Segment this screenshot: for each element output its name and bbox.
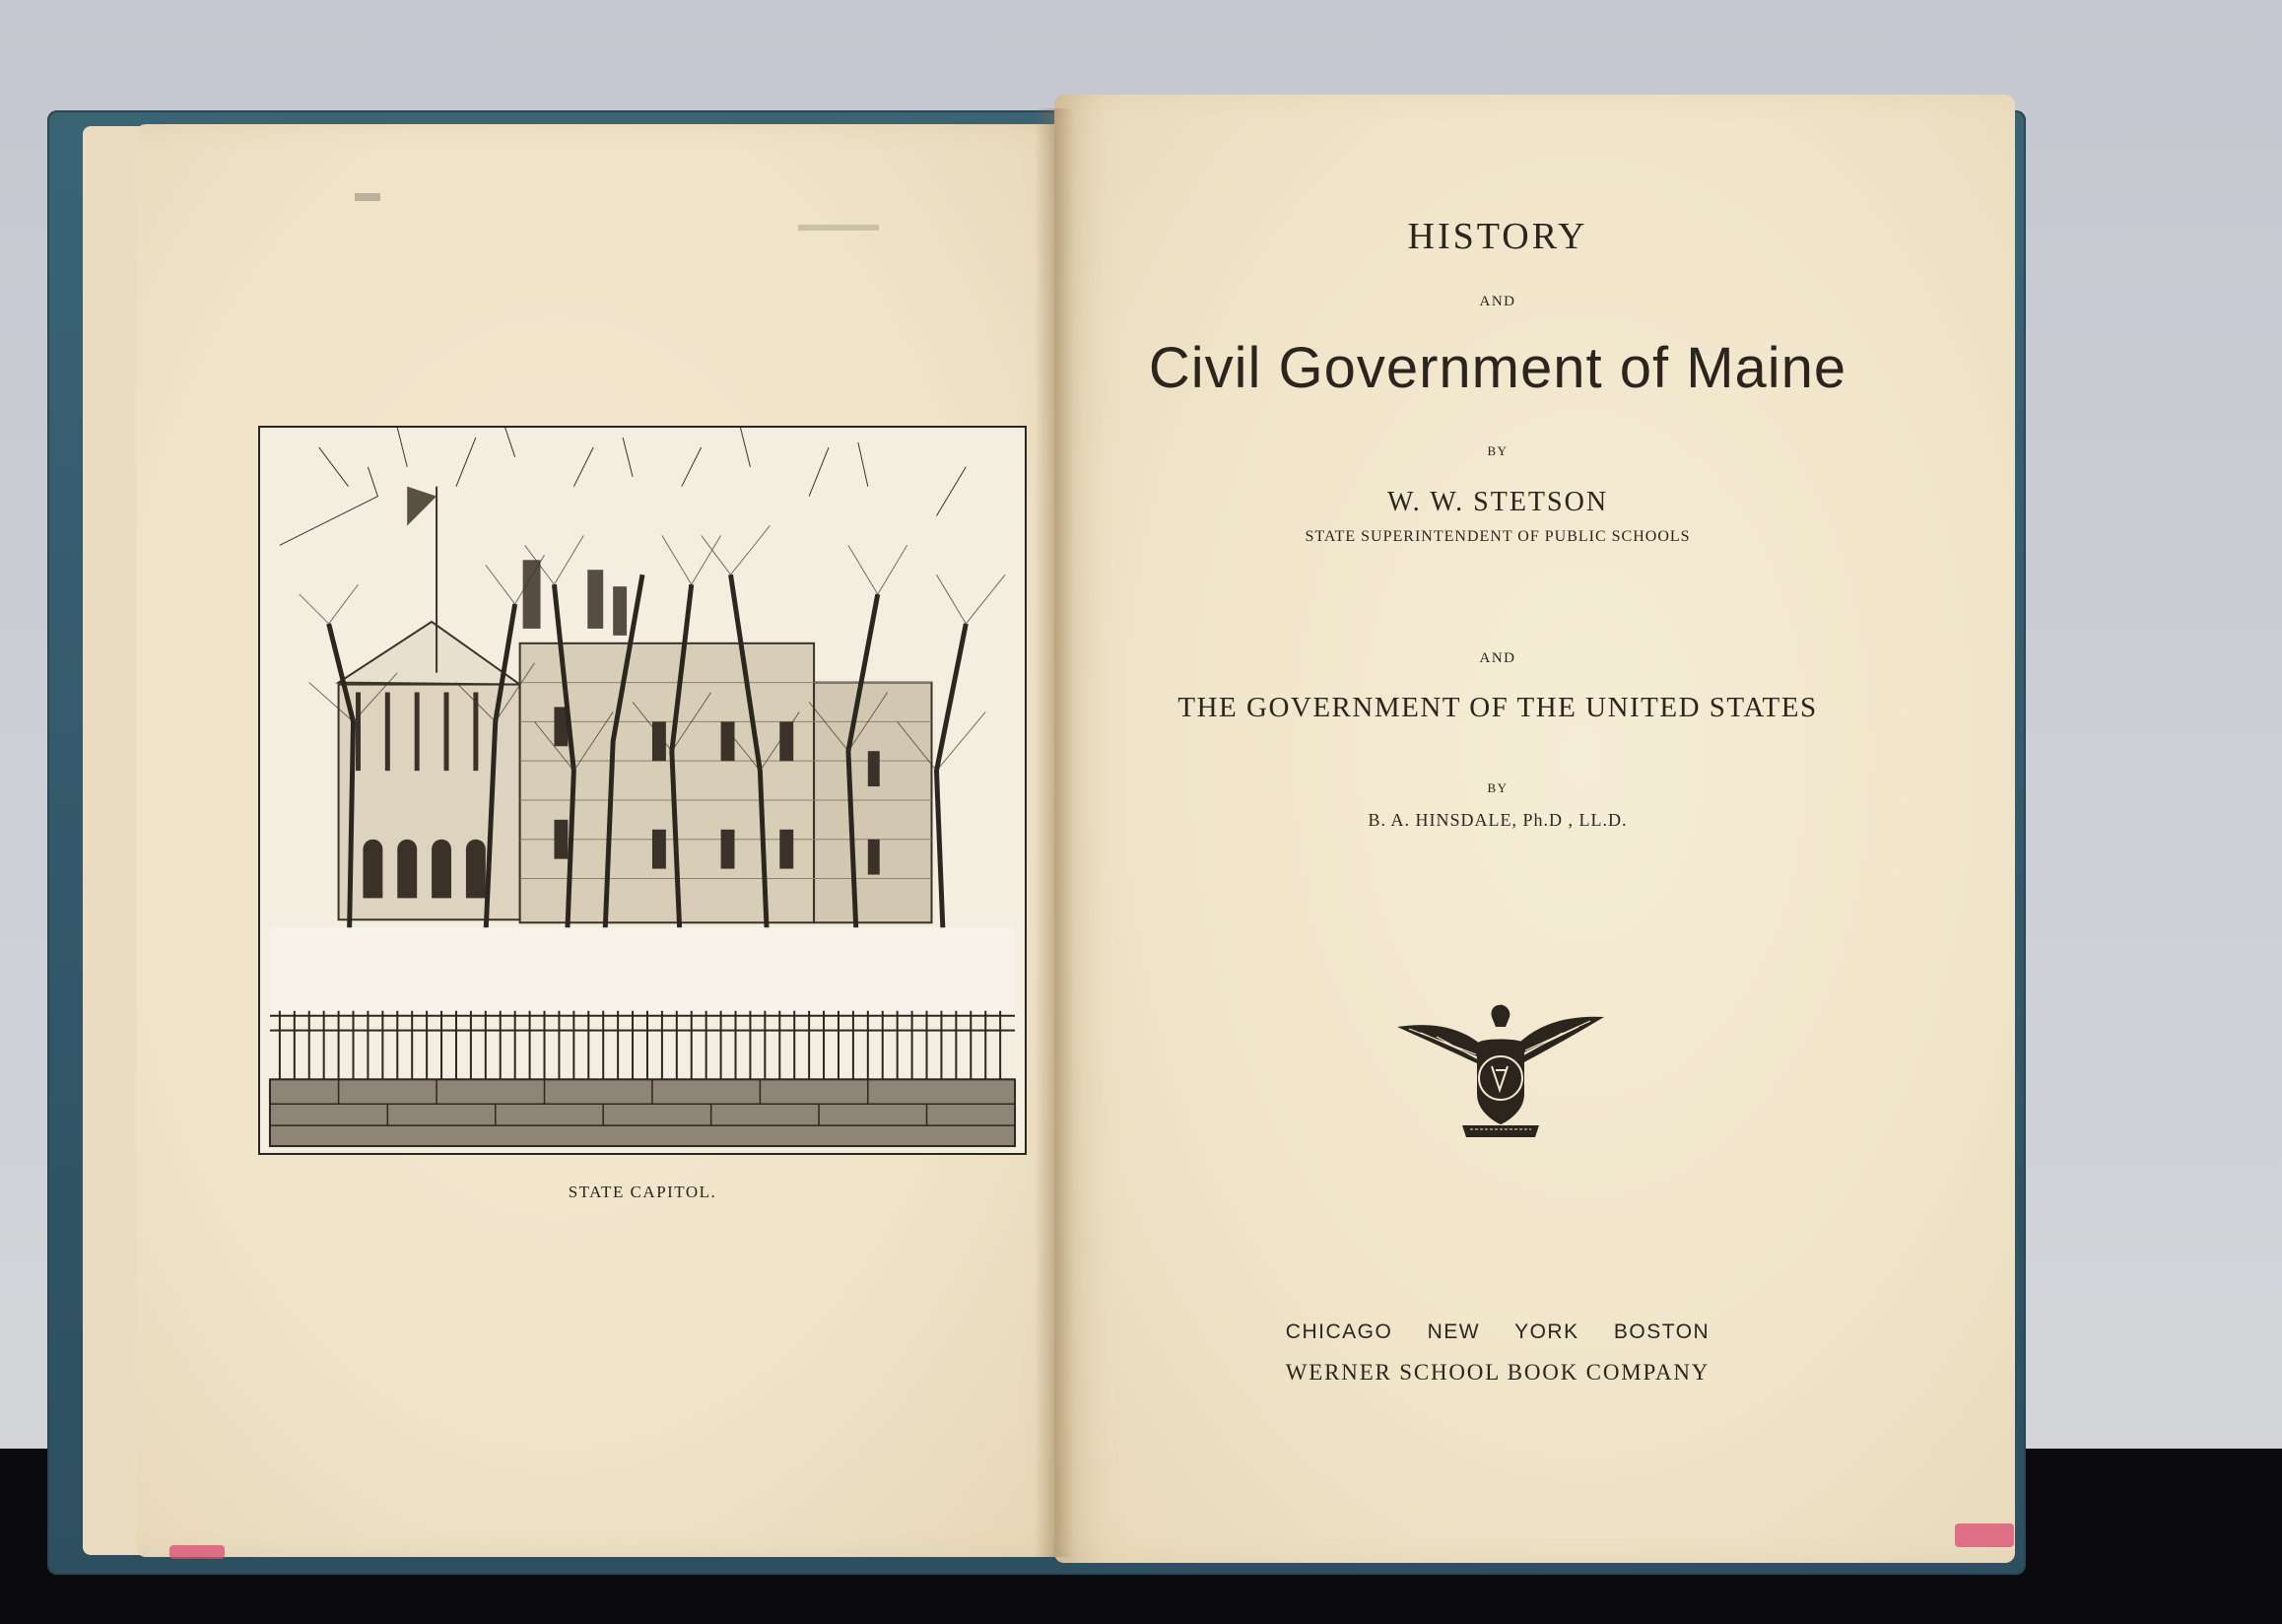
page-stain bbox=[169, 1545, 225, 1559]
state-capitol-illustration bbox=[258, 426, 1027, 1155]
imprint-cities: CHICAGO NEW YORK BOSTON bbox=[1285, 1320, 1711, 1343]
page-smudge bbox=[355, 193, 380, 201]
eagle-emblem-icon bbox=[1397, 999, 1604, 1143]
book-subtitle: THE GOVERNMENT OF THE UNITED STATES bbox=[1177, 692, 1818, 723]
author-name: W. W. STETSON bbox=[1386, 487, 1609, 517]
plate-caption: STATE CAPITOL. bbox=[568, 1183, 717, 1201]
book-title: Civil Government of Maine bbox=[1148, 336, 1847, 400]
title-conjunction: AND bbox=[1479, 650, 1516, 666]
author-name: B. A. HINSDALE, Ph.D , LL.D. bbox=[1368, 810, 1628, 830]
byline-label: BY bbox=[1487, 443, 1509, 458]
page-smudge bbox=[798, 225, 879, 231]
title-line-history: HISTORY bbox=[1407, 216, 1588, 257]
publisher-name: WERNER SCHOOL BOOK COMPANY bbox=[1285, 1360, 1711, 1385]
author-title: STATE SUPERINTENDENT OF PUBLIC SCHOOLS bbox=[1305, 528, 1691, 545]
title-conjunction: AND bbox=[1479, 294, 1516, 309]
engraving-image bbox=[260, 428, 1025, 1153]
page-stain bbox=[1955, 1523, 2014, 1547]
byline-label: BY bbox=[1487, 780, 1509, 795]
book-gutter bbox=[1035, 108, 1074, 1557]
